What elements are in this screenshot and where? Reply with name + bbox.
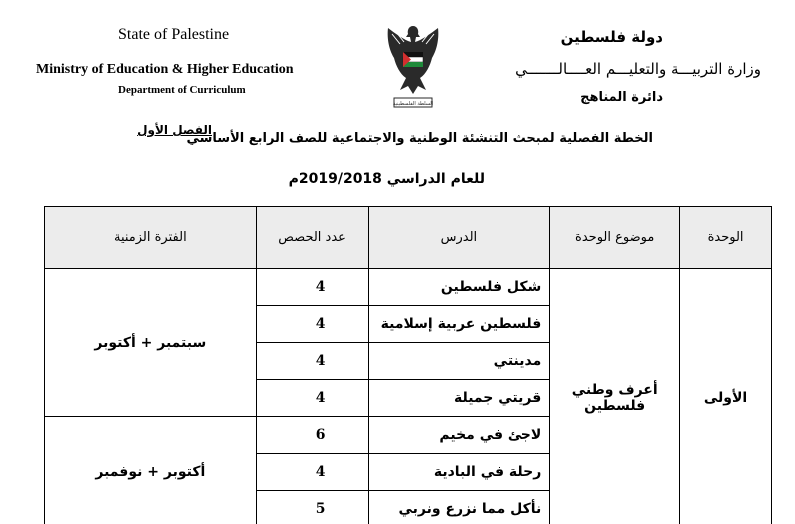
count-cell: 5 bbox=[256, 491, 368, 524]
header-count: عدد الحصص bbox=[256, 207, 368, 269]
count-cell: 4 bbox=[256, 454, 368, 491]
semester-label: الفصل الأول bbox=[137, 123, 212, 137]
lesson-cell: شكل فلسطين bbox=[368, 269, 550, 306]
emblem-caption: السلطة الفلسطينية bbox=[392, 101, 434, 107]
palestine-eagle-emblem-icon bbox=[378, 22, 448, 112]
period-cell: سبتمبر + أكتوبر bbox=[45, 269, 257, 417]
table-row bbox=[45, 269, 772, 306]
academic-year: للعام الدراسي 2019/2018م bbox=[288, 171, 485, 187]
ministry-title-ar: وزارة التربيـــة والتعليـــم العــــالـــــــي bbox=[515, 60, 761, 78]
plan-table bbox=[44, 206, 772, 524]
lesson-cell: لاجئ في مخيم bbox=[368, 417, 550, 454]
count-cell: 6 bbox=[256, 417, 368, 454]
count-cell: 4 bbox=[256, 306, 368, 343]
unit-cell: الأولى bbox=[680, 269, 772, 524]
count-cell: 4 bbox=[256, 269, 368, 306]
ministry-title-en: Ministry of Education & Higher Education bbox=[36, 62, 294, 77]
header-unit: الوحدة bbox=[680, 207, 772, 269]
lesson-cell: نأكل مما نزرع ونربي bbox=[368, 491, 550, 524]
period-cell: أكتوبر + نوفمبر bbox=[45, 417, 257, 524]
state-title-en: State of Palestine bbox=[118, 26, 230, 43]
flag-shield bbox=[403, 52, 423, 67]
state-title-ar: دولة فلسطين bbox=[560, 28, 663, 46]
header-period: الفترة الزمنية bbox=[45, 207, 257, 269]
count-cell: 4 bbox=[256, 380, 368, 417]
department-title-en: Department of Curriculum bbox=[118, 84, 246, 96]
header-topic: موضوع الوحدة bbox=[550, 207, 680, 269]
count-cell: 4 bbox=[256, 343, 368, 380]
lesson-cell: رحلة في البادية bbox=[368, 454, 550, 491]
plan-title: الخطة الفصلية لمبحث التنشئة الوطنية والاجتماعية للصف الرابع الأساسي bbox=[186, 131, 653, 146]
lesson-cell: مدينتي bbox=[368, 343, 550, 380]
header-lesson: الدرس bbox=[368, 207, 550, 269]
lesson-cell: قريتي جميلة bbox=[368, 380, 550, 417]
topic-cell: أعرف وطني فلسطين bbox=[550, 269, 680, 524]
lesson-cell: فلسطين عربية إسلامية bbox=[368, 306, 550, 343]
department-title-ar: دائرة المناهج bbox=[580, 90, 663, 105]
table-header-row bbox=[45, 207, 772, 269]
